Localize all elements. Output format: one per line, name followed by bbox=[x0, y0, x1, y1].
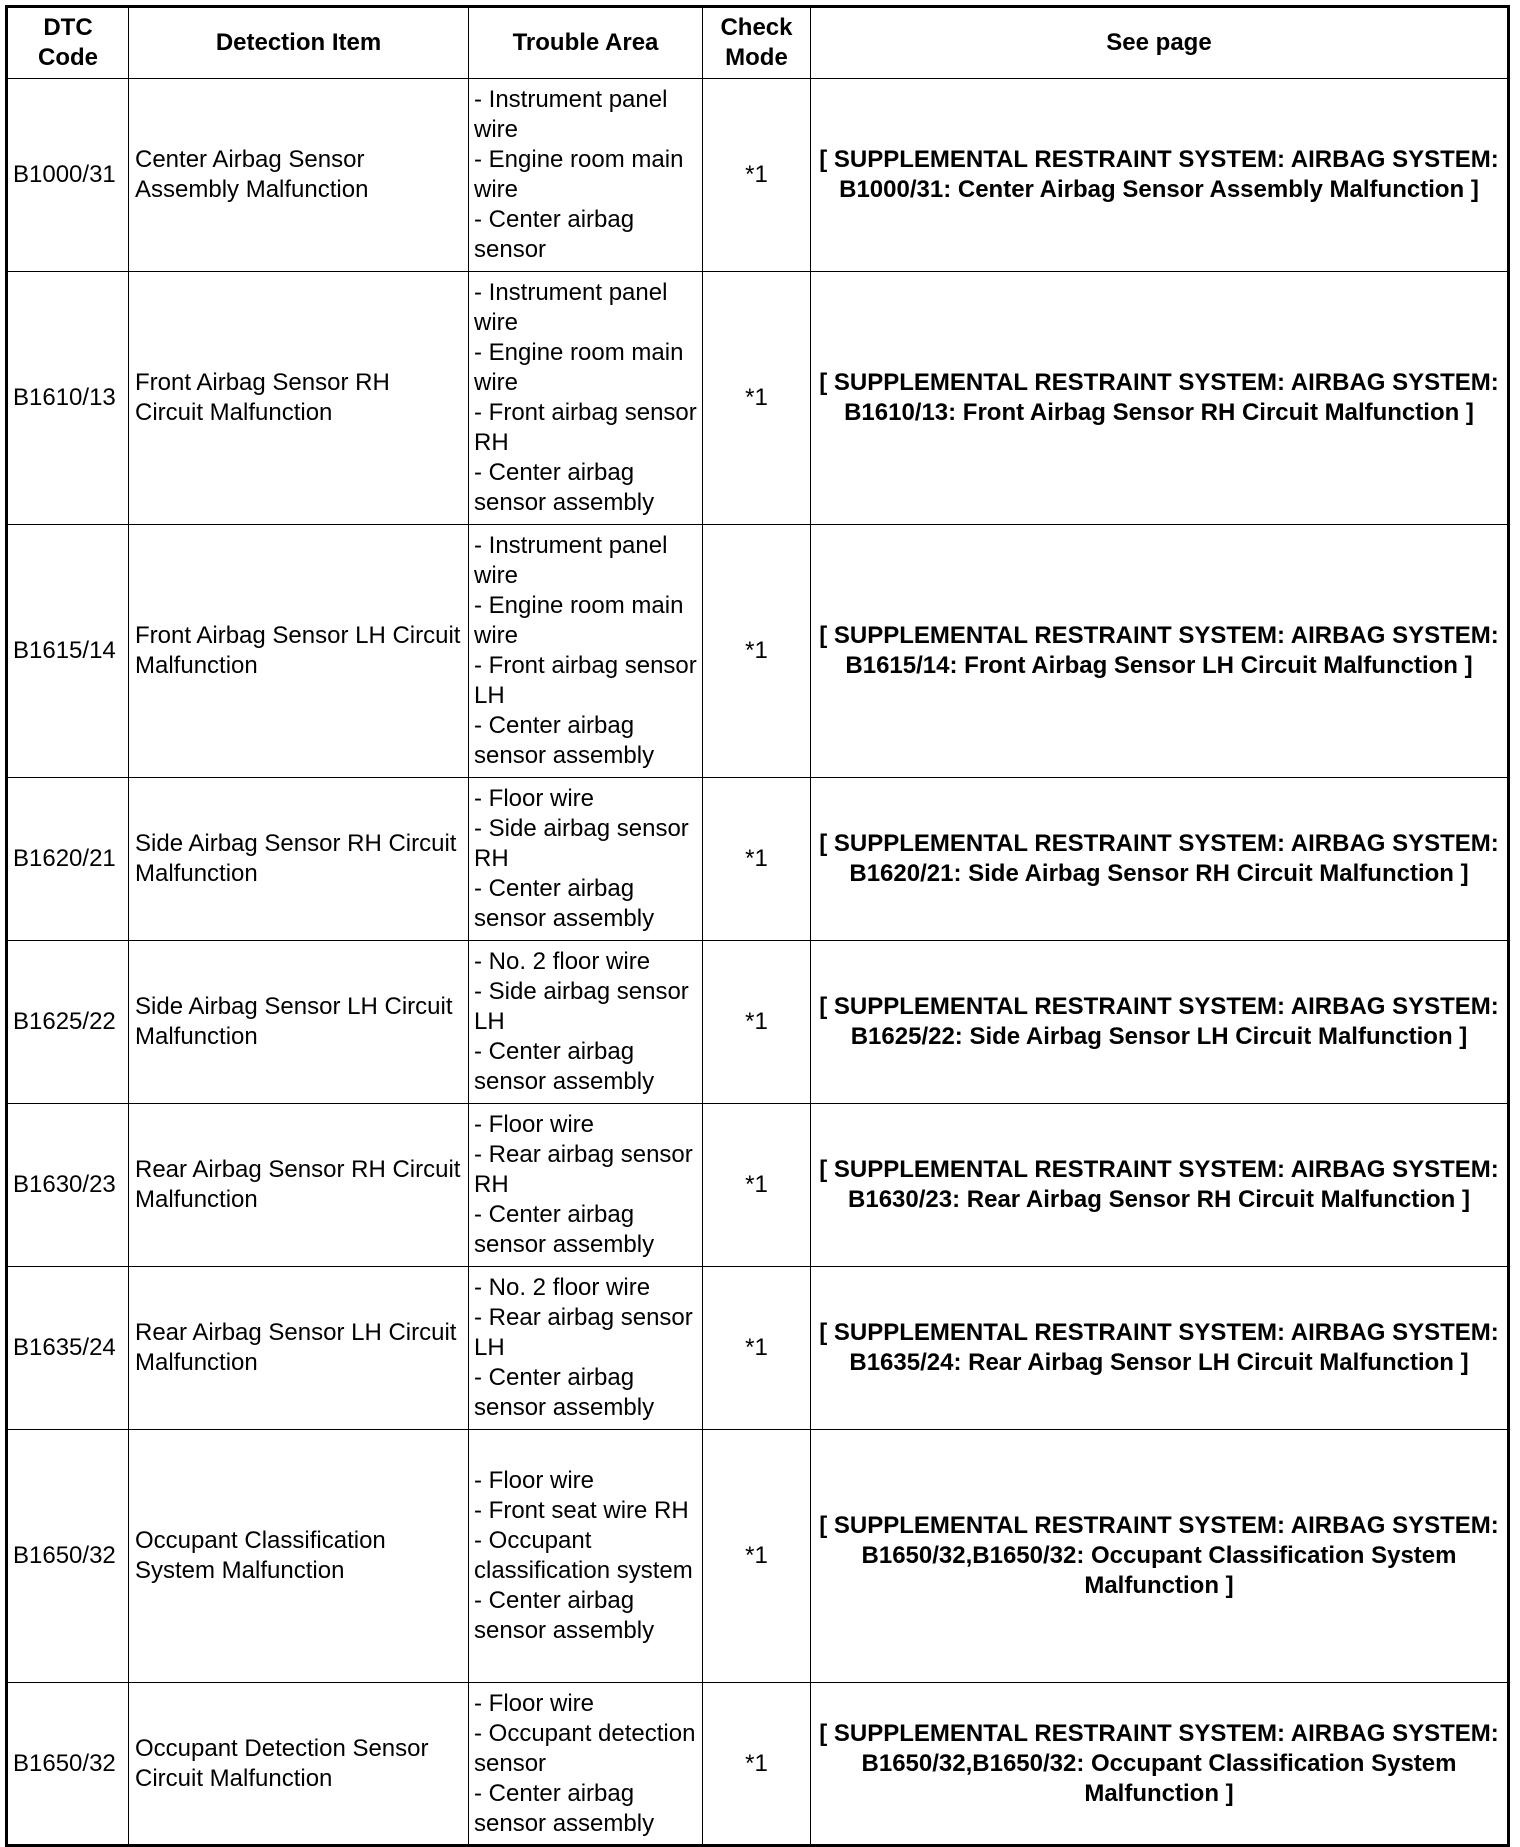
header-dtc-code-line1: DTC bbox=[43, 14, 93, 41]
dtc-code-cell: B1615/14 bbox=[7, 525, 129, 778]
trouble-area-item: - Instrument panel wire bbox=[474, 532, 668, 589]
trouble-area-item: - Front airbag sensor LH bbox=[474, 652, 697, 709]
trouble-area-cell bbox=[469, 1104, 703, 1267]
dtc-code-cell: B1650/32 bbox=[7, 1683, 129, 1846]
table-row bbox=[7, 941, 1509, 1104]
see-page-cell[interactable]: [ SUPPLEMENTAL RESTRAINT SYSTEM: AIRBAG SYSTEM: B1650/32,B1650/32: Occupant Classification System Malfunction ] bbox=[811, 1683, 1509, 1846]
header-trouble-area: Trouble Area bbox=[469, 7, 703, 79]
detection-item-cell: Occupant Detection Sensor Circuit Malfunction bbox=[129, 1683, 469, 1846]
see-page-cell[interactable]: [ SUPPLEMENTAL RESTRAINT SYSTEM: AIRBAG SYSTEM: B1625/22: Side Airbag Sensor LH Circuit Malfunction ] bbox=[811, 941, 1509, 1104]
trouble-area-cell bbox=[469, 1267, 703, 1430]
header-dtc-code-line2: Code bbox=[38, 44, 98, 71]
trouble-area-cell bbox=[469, 941, 703, 1104]
trouble-area-item: - Engine room main wire bbox=[474, 592, 684, 649]
header-detection-item: Detection Item bbox=[129, 7, 469, 79]
trouble-area-item: - Floor wire bbox=[474, 1467, 595, 1494]
dtc-code-cell: B1635/24 bbox=[7, 1267, 129, 1430]
trouble-area-item: - Rear airbag sensor LH bbox=[474, 1304, 693, 1361]
trouble-area-item: - No. 2 floor wire bbox=[474, 1274, 651, 1301]
detection-item-cell: Rear Airbag Sensor LH Circuit Malfunction bbox=[129, 1267, 469, 1430]
check-mode-cell: *1 bbox=[703, 778, 811, 941]
check-mode-cell: *1 bbox=[703, 1683, 811, 1846]
check-mode-cell: *1 bbox=[703, 272, 811, 525]
table-body bbox=[7, 79, 1509, 1846]
dtc-code-cell: B1610/13 bbox=[7, 272, 129, 525]
trouble-area-item: - Center airbag sensor assembly bbox=[474, 1587, 655, 1644]
table-row bbox=[7, 1267, 1509, 1430]
check-mode-cell: *1 bbox=[703, 1430, 811, 1683]
check-mode-cell: *1 bbox=[703, 79, 811, 272]
detection-item-cell: Front Airbag Sensor RH Circuit Malfunction bbox=[129, 272, 469, 525]
check-mode-cell: *1 bbox=[703, 1104, 811, 1267]
see-page-cell[interactable]: [ SUPPLEMENTAL RESTRAINT SYSTEM: AIRBAG SYSTEM: B1630/23: Rear Airbag Sensor RH Circuit Malfunction ] bbox=[811, 1104, 1509, 1267]
header-check-mode bbox=[703, 7, 811, 79]
trouble-area-cell bbox=[469, 1683, 703, 1846]
table-row bbox=[7, 525, 1509, 778]
detection-item-cell: Occupant Classification System Malfunction bbox=[129, 1430, 469, 1683]
check-mode-cell: *1 bbox=[703, 525, 811, 778]
detection-item-cell: Rear Airbag Sensor RH Circuit Malfunction bbox=[129, 1104, 469, 1267]
header-row bbox=[7, 7, 1509, 79]
header-see-page: See page bbox=[811, 7, 1509, 79]
table-row bbox=[7, 1430, 1509, 1683]
trouble-area-cell bbox=[469, 1430, 703, 1683]
see-page-cell[interactable]: [ SUPPLEMENTAL RESTRAINT SYSTEM: AIRBAG SYSTEM: B1650/32,B1650/32: Occupant Classification System Malfunction ] bbox=[811, 1430, 1509, 1683]
table-row bbox=[7, 1104, 1509, 1267]
trouble-area-cell bbox=[469, 778, 703, 941]
trouble-area-item: - Floor wire bbox=[474, 1111, 595, 1138]
trouble-area-item: - Center airbag sensor assembly bbox=[474, 1201, 655, 1258]
see-page-cell[interactable]: [ SUPPLEMENTAL RESTRAINT SYSTEM: AIRBAG SYSTEM: B1610/13: Front Airbag Sensor RH Circuit Malfunction ] bbox=[811, 272, 1509, 525]
trouble-area-item: - Center airbag sensor assembly bbox=[474, 1779, 655, 1837]
trouble-area-item: - Instrument panel wire bbox=[474, 279, 668, 336]
trouble-area-cell bbox=[469, 525, 703, 778]
header-dtc-code bbox=[7, 7, 129, 79]
trouble-area-item: - Floor wire bbox=[474, 1689, 595, 1717]
detection-item-cell: Center Airbag Sensor Assembly Malfunction bbox=[129, 79, 469, 272]
detection-item-cell: Front Airbag Sensor LH Circuit Malfunction bbox=[129, 525, 469, 778]
dtc-code-cell: B1650/32 bbox=[7, 1430, 129, 1683]
trouble-area-item: - Center airbag sensor assembly bbox=[474, 1364, 655, 1421]
detection-item-cell: Side Airbag Sensor RH Circuit Malfunction bbox=[129, 778, 469, 941]
table-row bbox=[7, 272, 1509, 525]
dtc-code-cell: B1620/21 bbox=[7, 778, 129, 941]
table-row bbox=[7, 1683, 1509, 1846]
header-check-mode-line2: Mode bbox=[725, 44, 788, 71]
trouble-area-item: - Center airbag sensor bbox=[474, 206, 635, 263]
trouble-area-item: - No. 2 floor wire bbox=[474, 948, 651, 975]
trouble-area-item: - Front airbag sensor RH bbox=[474, 399, 697, 456]
trouble-area-item: - Center airbag sensor assembly bbox=[474, 1038, 655, 1095]
trouble-area-item: - Side airbag sensor LH bbox=[474, 978, 689, 1035]
trouble-area-item: - Floor wire bbox=[474, 785, 595, 812]
trouble-area-item: - Center airbag sensor assembly bbox=[474, 712, 655, 769]
trouble-area-item: - Front seat wire RH bbox=[474, 1497, 689, 1524]
see-page-cell[interactable]: [ SUPPLEMENTAL RESTRAINT SYSTEM: AIRBAG SYSTEM: B1635/24: Rear Airbag Sensor LH Circuit Malfunction ] bbox=[811, 1267, 1509, 1430]
detection-item-cell: Side Airbag Sensor LH Circuit Malfunction bbox=[129, 941, 469, 1104]
dtc-code-cell: B1625/22 bbox=[7, 941, 129, 1104]
trouble-area-cell bbox=[469, 272, 703, 525]
see-page-cell[interactable]: [ SUPPLEMENTAL RESTRAINT SYSTEM: AIRBAG SYSTEM: B1615/14: Front Airbag Sensor LH Circuit Malfunction ] bbox=[811, 525, 1509, 778]
dtc-table bbox=[5, 5, 1510, 1847]
dtc-code-cell: B1000/31 bbox=[7, 79, 129, 272]
table-row bbox=[7, 778, 1509, 941]
trouble-area-item: - Instrument panel wire bbox=[474, 86, 668, 143]
check-mode-cell: *1 bbox=[703, 941, 811, 1104]
trouble-area-item: - Center airbag sensor assembly bbox=[474, 459, 655, 516]
trouble-area-item: - Engine room main wire bbox=[474, 339, 684, 396]
trouble-area-item: - Center airbag sensor assembly bbox=[474, 875, 655, 932]
dtc-code-cell: B1630/23 bbox=[7, 1104, 129, 1267]
trouble-area-cell bbox=[469, 79, 703, 272]
trouble-area-item: - Side airbag sensor RH bbox=[474, 815, 689, 872]
trouble-area-item: - Occupant classification system bbox=[474, 1527, 693, 1584]
table-row bbox=[7, 79, 1509, 272]
check-mode-cell: *1 bbox=[703, 1267, 811, 1430]
table-header bbox=[7, 7, 1509, 79]
trouble-area-item: - Engine room main wire bbox=[474, 146, 684, 203]
trouble-area-item: - Rear airbag sensor RH bbox=[474, 1141, 693, 1198]
trouble-area-item: - Occupant detection sensor bbox=[474, 1719, 696, 1777]
header-check-mode-line1: Check bbox=[720, 14, 793, 41]
see-page-cell[interactable]: [ SUPPLEMENTAL RESTRAINT SYSTEM: AIRBAG SYSTEM: B1000/31: Center Airbag Sensor Assembly Malfunction ] bbox=[811, 79, 1509, 272]
see-page-cell[interactable]: [ SUPPLEMENTAL RESTRAINT SYSTEM: AIRBAG SYSTEM: B1620/21: Side Airbag Sensor RH Circuit Malfunction ] bbox=[811, 778, 1509, 941]
